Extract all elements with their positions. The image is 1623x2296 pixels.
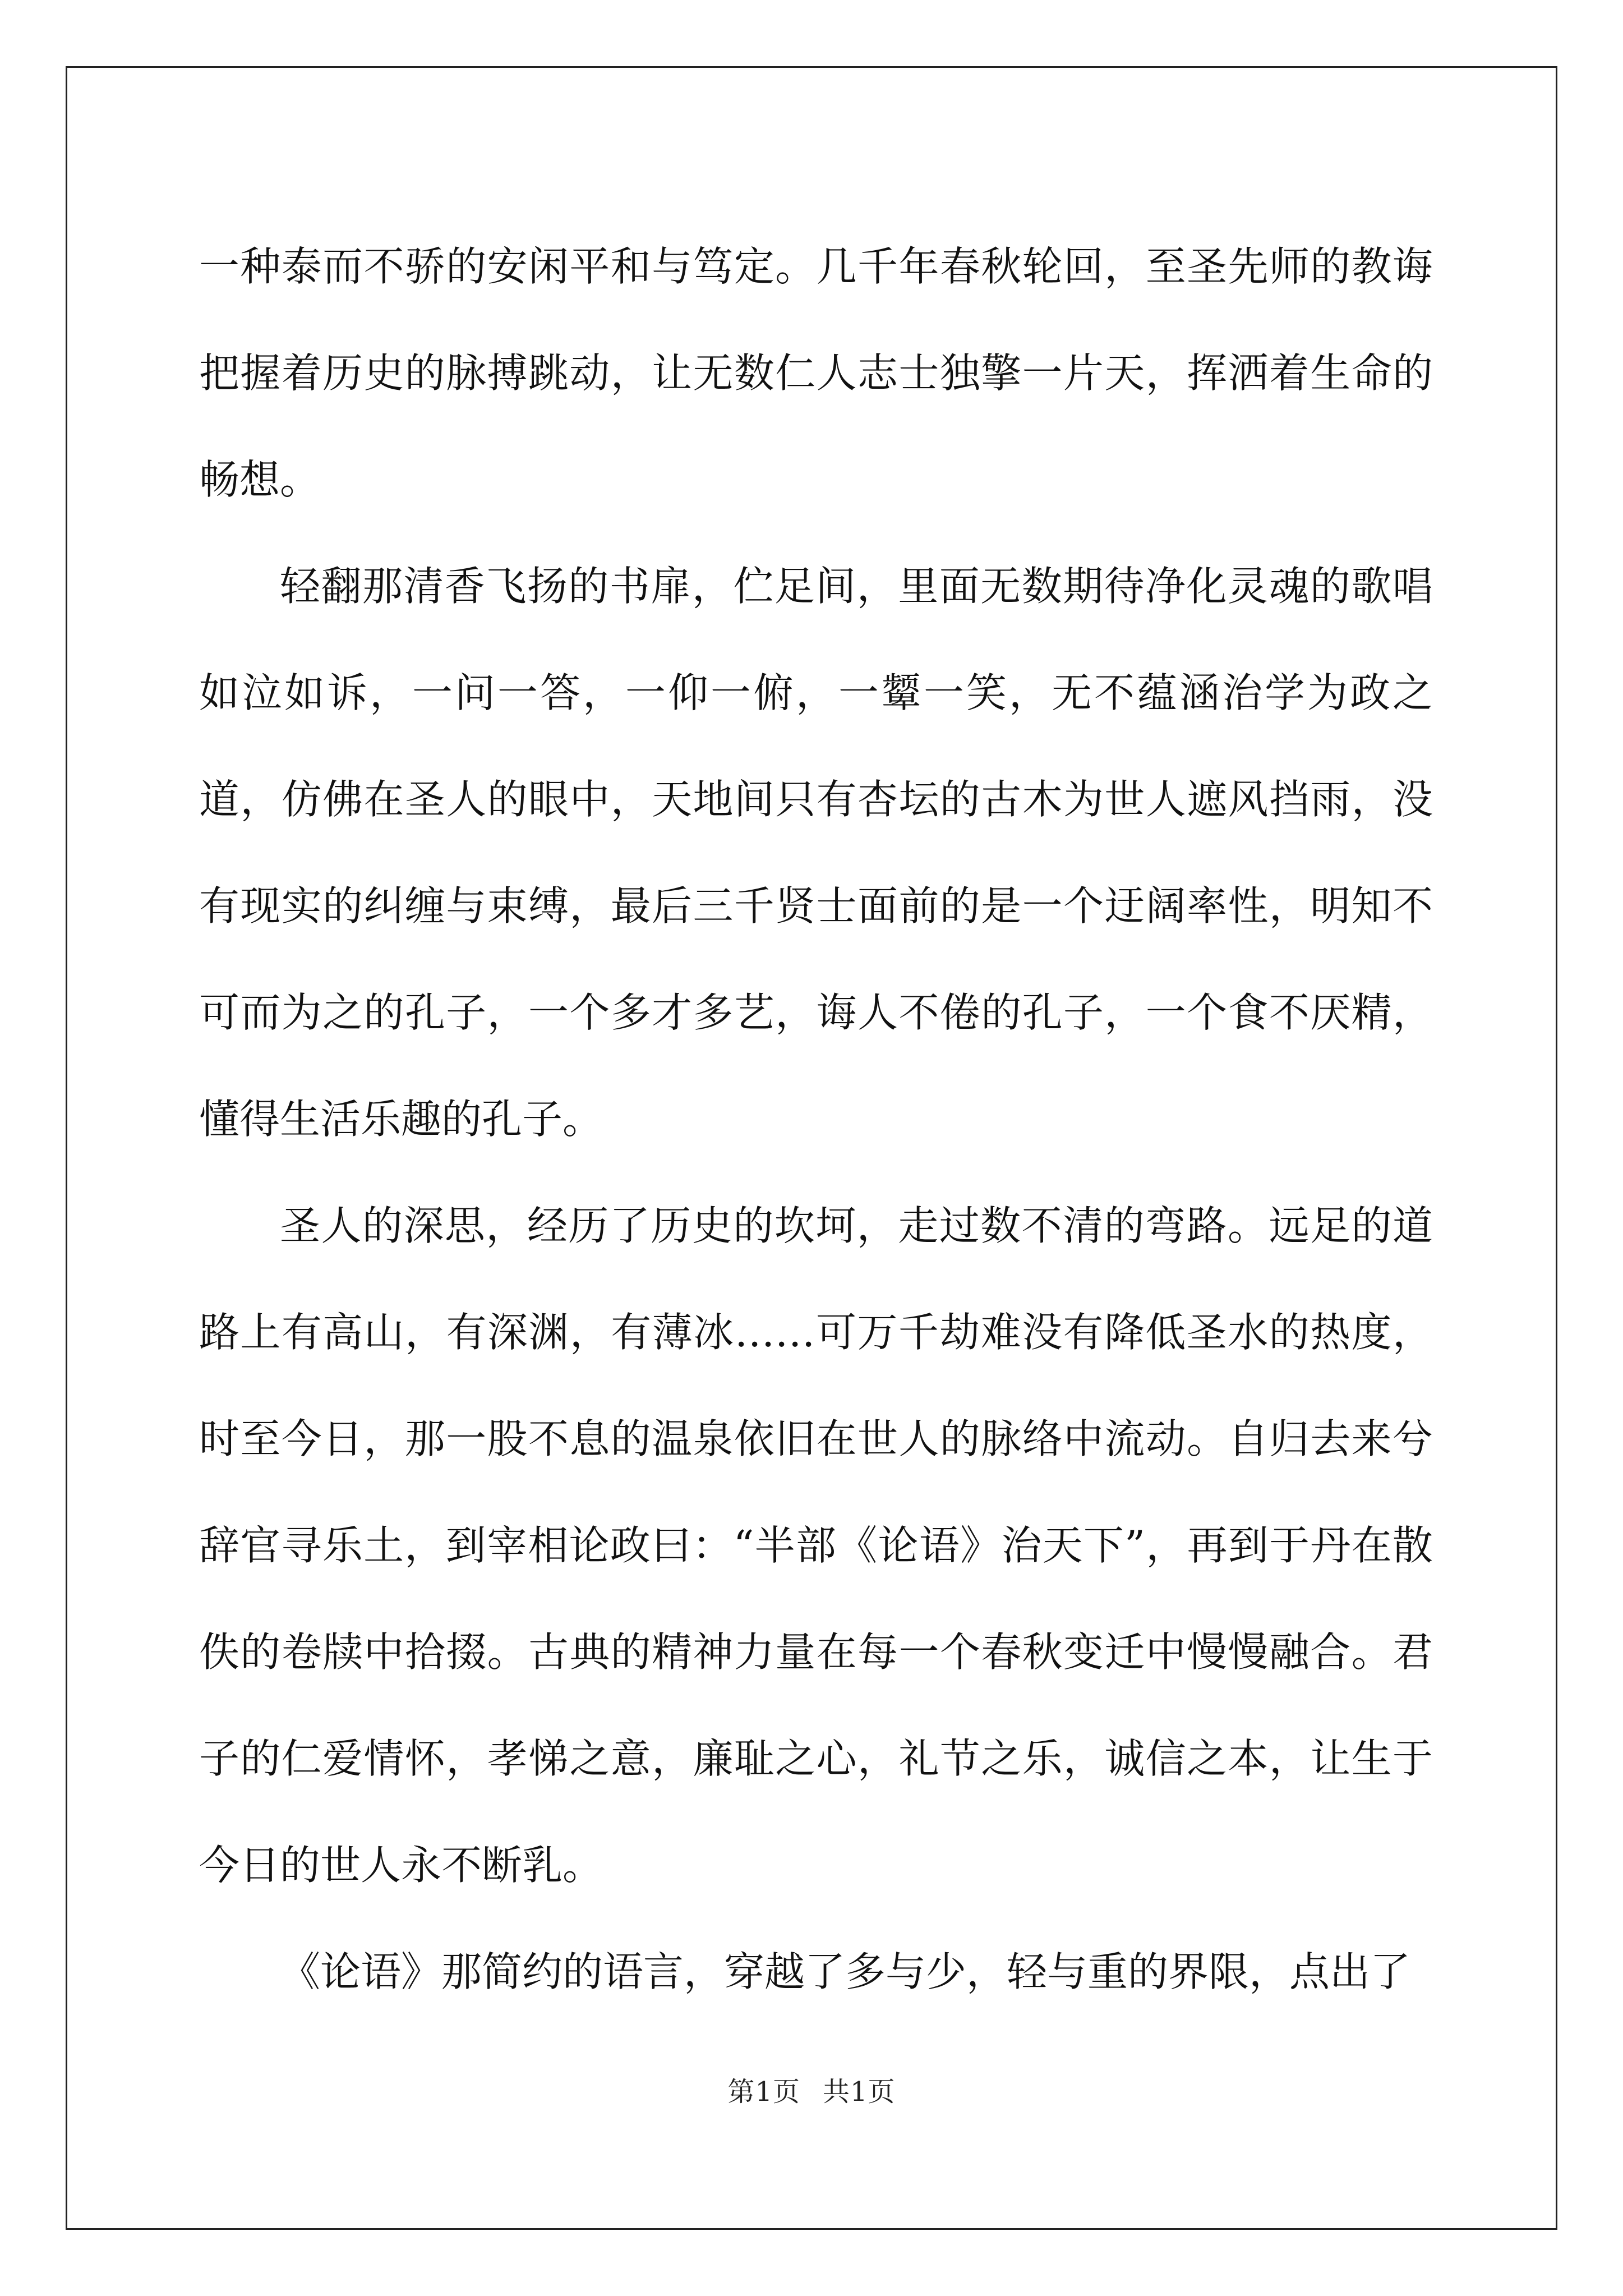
page-footer bbox=[0, 2070, 1623, 2109]
page-number-current: 第1页 bbox=[727, 2076, 800, 2108]
paragraph-1: 一种泰而不骄的安闲平和与笃定。几千年春秋轮回，至圣先师的教诲把握着历史的脉搏跳动，让无数仁人志士独擎一片天，挥洒着生命的畅想。 bbox=[199, 243, 1433, 503]
document-body bbox=[199, 213, 1433, 2025]
page-number-total: 共1页 bbox=[823, 2076, 896, 2108]
paragraph-3: 圣人的深思，经历了历史的坎坷，走过数不清的弯路。远足的道路上有高山，有深渊，有薄冰……可万千劫难没有降低圣水的热度，时至今日，那一股不息的温泉依旧在世人的脉络中流动。自归去来兮辞官寻乐土，到宰相论政曰：“半部《论语》治天下”，再到于丹在散佚的卷牍中拾掇。古典的精神力量在每一个春秋变迁中慢慢融合。君子的仁爱情怀，孝悌之意，廉耻之心，礼节之乐，诚信之本，让生于今日的世人永不断乳。 bbox=[199, 1202, 1433, 1889]
paragraph-2: 轻翻那清香飞扬的书扉，伫足间，里面无数期待净化灵魂的歌唱如泣如诉，一问一答，一仰一俯，一颦一笑，无不蕴涵治学为政之道，仿佛在圣人的眼中，天地间只有杏坛的古木为世人遮风挡雨，没有现实的纠缠与束缚，最后三千贤士面前的是一个迂阔率性，明知不可而为之的孔子，一个多才多艺，诲人不倦的孔子，一个食不厌精，懂得生活乐趣的孔子。 bbox=[199, 563, 1433, 1143]
paragraph-4: 《论语》那简约的语言，穿越了多与少，轻与重的界限，点出了 bbox=[280, 1948, 1411, 1995]
